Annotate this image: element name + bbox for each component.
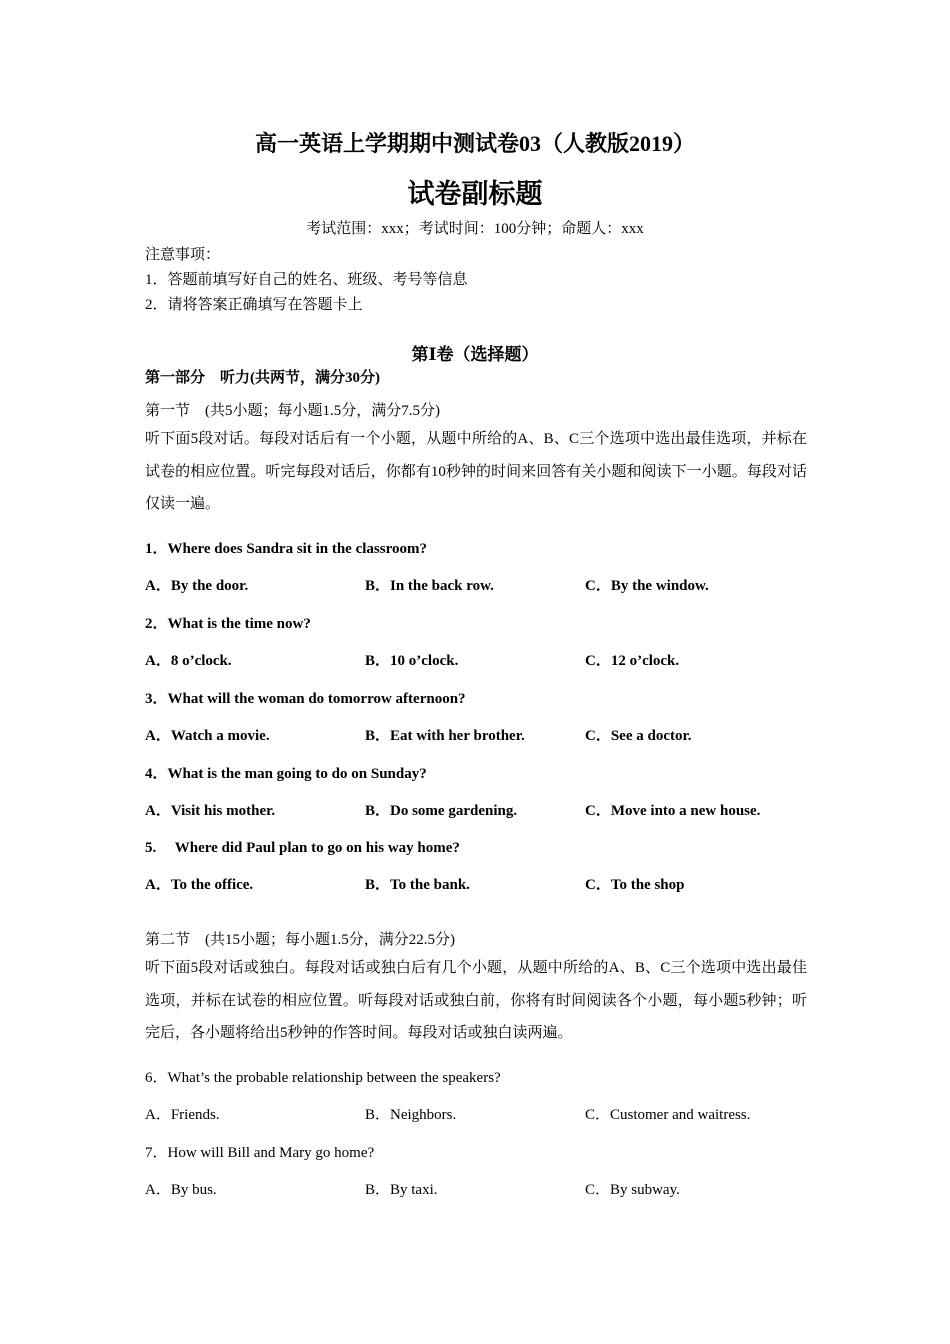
q2-option-b: B．10 o’clock. [365,653,459,669]
question-6: 6．What’s the probable relationship between the speakers? [145,1070,501,1086]
q4-option-c: C．Move into a new house. [585,803,761,819]
q2-option-c: C．12 o’clock. [585,653,680,669]
question-3: 3．What will the woman do tomorrow afternoon? [145,691,466,707]
notes-heading: 注意事项： [145,247,221,263]
q7-option-a: A．By bus. [145,1182,217,1198]
exam-title: 高一英语上学期期中测试卷03（人教版2019） [254,131,695,156]
volume-heading: 第Ⅰ卷（选择题） [411,345,539,364]
q1-option-b: B．In the back row. [365,578,494,594]
q1-option-c: C．By the window. [585,578,709,594]
q6-option-b: B．Neighbors. [365,1107,457,1123]
q4-option-b: B．Do some gardening. [365,803,518,819]
q2-option-a: A．8 o’clock. [145,653,232,669]
question-4: 4．What is the man going to do on Sunday? [145,766,427,782]
q5-option-b: B．To the bank. [365,877,470,893]
question-5: 5. Where did Paul plan to go on his way home? [145,840,460,856]
notes-item-1: 1．答题前填写好自己的姓名、班级、考号等信息 [145,272,468,288]
question-1: 1．Where does Sandra sit in the classroom? [145,541,427,557]
q1-option-a: A．By the door. [145,578,249,594]
section2-heading: 第二节 (共15小题；每小题1.5分，满分22.5分) [145,932,455,948]
section1-heading: 第一节 (共5小题；每小题1.5分，满分7.5分) [145,403,440,419]
part1-heading: 第一部分 听力(共两节，满分30分) [145,370,380,386]
question-2: 2．What is the time now? [145,616,311,632]
q6-option-a: A．Friends. [145,1107,220,1123]
section1-instructions: 听下面5段对话。每段对话后有一个小题，从题中所给的A、B、C三个选项中选出最佳选项，并标在试卷的相应位置。听完每段对话后，你都有10秒钟的时间来回答有关小题和阅读下一小题。每段对话仅读一遍。 [145,431,807,512]
section2-instructions: 听下面5段对话或独白。每段对话或独白后有几个小题，从题中所给的A、B、C三个选项中选出最佳选项，并标在试卷的相应位置。听每段对话或独白前，你将有时间阅读各个小题，每小题5秒钟；听完后，各小题将给出5秒钟的作答时间。每段对话或独白读两遍。 [145,960,807,1041]
q3-option-a: A．Watch a movie. [145,728,270,744]
question-7: 7．How will Bill and Mary go home? [145,1145,375,1161]
q7-option-c: C．By subway. [585,1182,680,1198]
q7-option-b: B．By taxi. [365,1182,438,1198]
q3-option-c: C．See a doctor. [585,728,692,744]
q5-option-c: C．To the shop [585,877,685,893]
q3-option-b: B．Eat with her brother. [365,728,525,744]
q4-option-a: A．Visit his mother. [145,803,276,819]
notes-item-2: 2．请将答案正确填写在答题卡上 [145,297,363,313]
exam-subtitle: 试卷副标题 [407,179,543,209]
exam-meta: 考试范围：xxx；考试时间：100分钟；命题人：xxx [306,221,644,237]
q5-option-a: A．To the office. [145,877,254,893]
q6-option-c: C．Customer and waitress. [585,1107,751,1123]
